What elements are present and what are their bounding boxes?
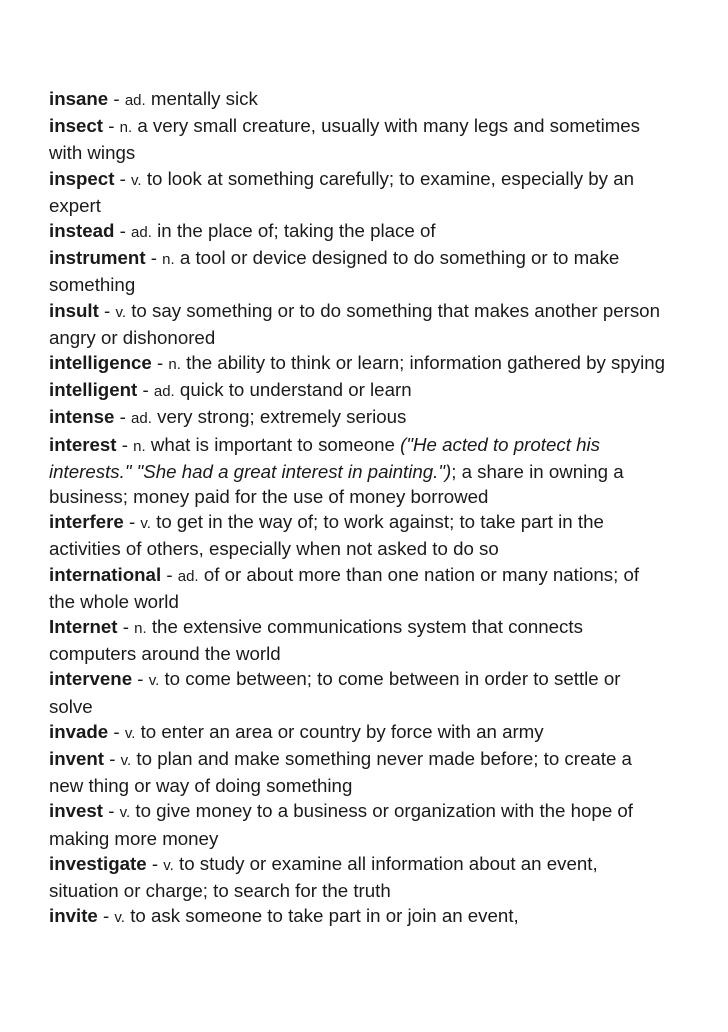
entry-definition: to enter an area or country by force with an army xyxy=(140,720,544,742)
entry-word: inspect xyxy=(49,167,115,189)
entry-part-of-speech: v. xyxy=(148,672,160,690)
glossary-entry: international - ad. of or about more than one nation or many nations; of the whole world xyxy=(49,563,640,612)
glossary-entry: invent - v. to plan and make something never made before; to create a new thing or way of doing something xyxy=(49,748,632,797)
glossary-entry: insult - v. to say something or to do something that makes another person angry or dishonored xyxy=(49,299,660,348)
entry-word: invent xyxy=(49,748,105,770)
entry-definition: ; a share in owning a business; money paid for the use of money borrowed xyxy=(49,460,624,508)
glossary-entry: insane - ad. mentally sick xyxy=(49,88,258,109)
entry-word: invade xyxy=(49,720,109,742)
glossary-entry: investigate - v. to study or examine all information about an event, situation or charge; to search for the truth xyxy=(49,852,598,902)
entry-definition: to give money to a business or organization with the hope of making more money xyxy=(49,800,633,849)
entry-word: intelligence xyxy=(49,352,152,374)
entry-part-of-speech: v. xyxy=(119,804,131,822)
entry-definition: to look at something carefully; to examine, especially by an expert xyxy=(49,167,634,216)
entry-word: intervene xyxy=(49,668,133,690)
entry-word: insult xyxy=(49,299,99,321)
glossary-entry: interest - n. what is important to someone ("He acted to protect his interests." "She had a great interest in painting."); a share in owning a business; money paid for the use of money borrowed xyxy=(49,433,624,508)
entry-part-of-speech: n. xyxy=(134,620,147,638)
glossary-entry: intervene - v. to come between; to come between in order to settle or solve xyxy=(49,668,621,717)
glossary-entry: intelligence - n. the ability to think or learn; information gathered by spying xyxy=(49,352,666,374)
entry-word: invite xyxy=(49,905,98,927)
entry-definition: of or about more than one nation or many nations; of the whole world xyxy=(49,563,640,612)
entry-definition: very strong; extremely serious xyxy=(157,406,407,428)
entry-word: Internet xyxy=(49,616,118,638)
entry-part-of-speech: ad. xyxy=(131,410,152,428)
glossary-entry: instead - ad. in the place of; taking the place of xyxy=(49,220,436,242)
glossary-entry: Internet - n. the extensive communications system that connects computers around the world xyxy=(49,616,583,665)
entry-definition: in the place of; taking the place of xyxy=(157,220,436,242)
entry-part-of-speech: v. xyxy=(115,303,127,321)
glossary-entry: invade - v. to enter an area or country by force with an army xyxy=(49,720,544,742)
entry-word: interest xyxy=(49,433,117,455)
entry-definition: what is important to someone xyxy=(150,433,401,455)
entry-part-of-speech: n. xyxy=(162,251,175,269)
entry-definition: to ask someone to take part in or join an event, xyxy=(130,905,519,927)
entry-part-of-speech: n. xyxy=(168,356,181,374)
glossary-page xyxy=(49,86,669,931)
glossary-entry: invite - v. to ask someone to take part in or join an event, xyxy=(49,905,519,927)
entry-word: international xyxy=(49,563,162,585)
entry-definition: a tool or device designed to do something or to make something xyxy=(49,247,620,296)
entry-part-of-speech: ad. xyxy=(153,383,175,401)
entry-part-of-speech: v. xyxy=(163,856,174,874)
entry-definition: to study or examine all information about an event, situation or charge; to search for the truth xyxy=(49,852,598,902)
glossary-entry: invest - v. to give money to a business or organization with the hope of making more money xyxy=(49,800,633,849)
entry-word: intense xyxy=(49,406,115,428)
entry-definition: the extensive communications system that connects computers around the world xyxy=(49,616,583,665)
entry-word: invest xyxy=(49,800,104,822)
entry-word: insane xyxy=(49,88,109,109)
entry-word: instead xyxy=(49,220,115,242)
entry-part-of-speech: ad. xyxy=(124,92,146,109)
entry-part-of-speech: n. xyxy=(119,119,133,137)
entry-definition: mentally sick xyxy=(150,88,258,109)
glossary-entry: interfere - v. to get in the way of; to work against; to take part in the activities of others, especially when not asked to do so xyxy=(49,511,604,560)
entry-definition: the ability to think or learn; information gathered by spying xyxy=(186,352,666,374)
glossary-entry: inspect - v. to look at something carefully; to examine, especially by an expert xyxy=(49,167,634,216)
glossary-entry: instrument - n. a tool or device designed to do something or to make something xyxy=(49,247,620,296)
glossary-entry: intense - ad. very strong; extremely serious xyxy=(49,406,407,428)
entry-definition: to say something or to do something that makes another person angry or dishonored xyxy=(49,299,660,348)
entry-definition: a very small creature, usually with many legs and sometimes with wings xyxy=(49,115,641,164)
entry-word: instrument xyxy=(49,247,146,269)
entry-part-of-speech: v. xyxy=(124,724,136,742)
entry-part-of-speech: n. xyxy=(133,437,146,455)
entry-part-of-speech: ad. xyxy=(131,224,152,242)
entry-word: investigate xyxy=(49,852,147,874)
entry-part-of-speech: ad. xyxy=(177,567,199,585)
entry-definition: to plan and make something never made before; to create a new thing or way of doing something xyxy=(49,748,632,797)
entry-word: intelligent xyxy=(49,379,138,401)
entry-part-of-speech: v. xyxy=(131,171,142,189)
entry-part-of-speech: v. xyxy=(120,752,132,770)
entry-definition: quick to understand or learn xyxy=(179,379,412,401)
entry-example: ("He acted to protect his interests." "She had a great interest in painting.") xyxy=(49,433,600,482)
entry-word: insect xyxy=(49,115,104,137)
entry-definition: to come between; to come between in order to settle or solve xyxy=(49,668,621,717)
entry-part-of-speech: v. xyxy=(114,909,125,927)
entry-part-of-speech: v. xyxy=(140,515,151,533)
entry-definition: to get in the way of; to work against; to take part in the activities of others, especially when not asked to do so xyxy=(49,511,604,560)
glossary-entry: insect - n. a very small creature, usually with many legs and sometimes with wings xyxy=(49,115,641,164)
glossary-entry: intelligent - ad. quick to understand or learn xyxy=(49,379,412,401)
entry-word: interfere xyxy=(49,511,124,533)
